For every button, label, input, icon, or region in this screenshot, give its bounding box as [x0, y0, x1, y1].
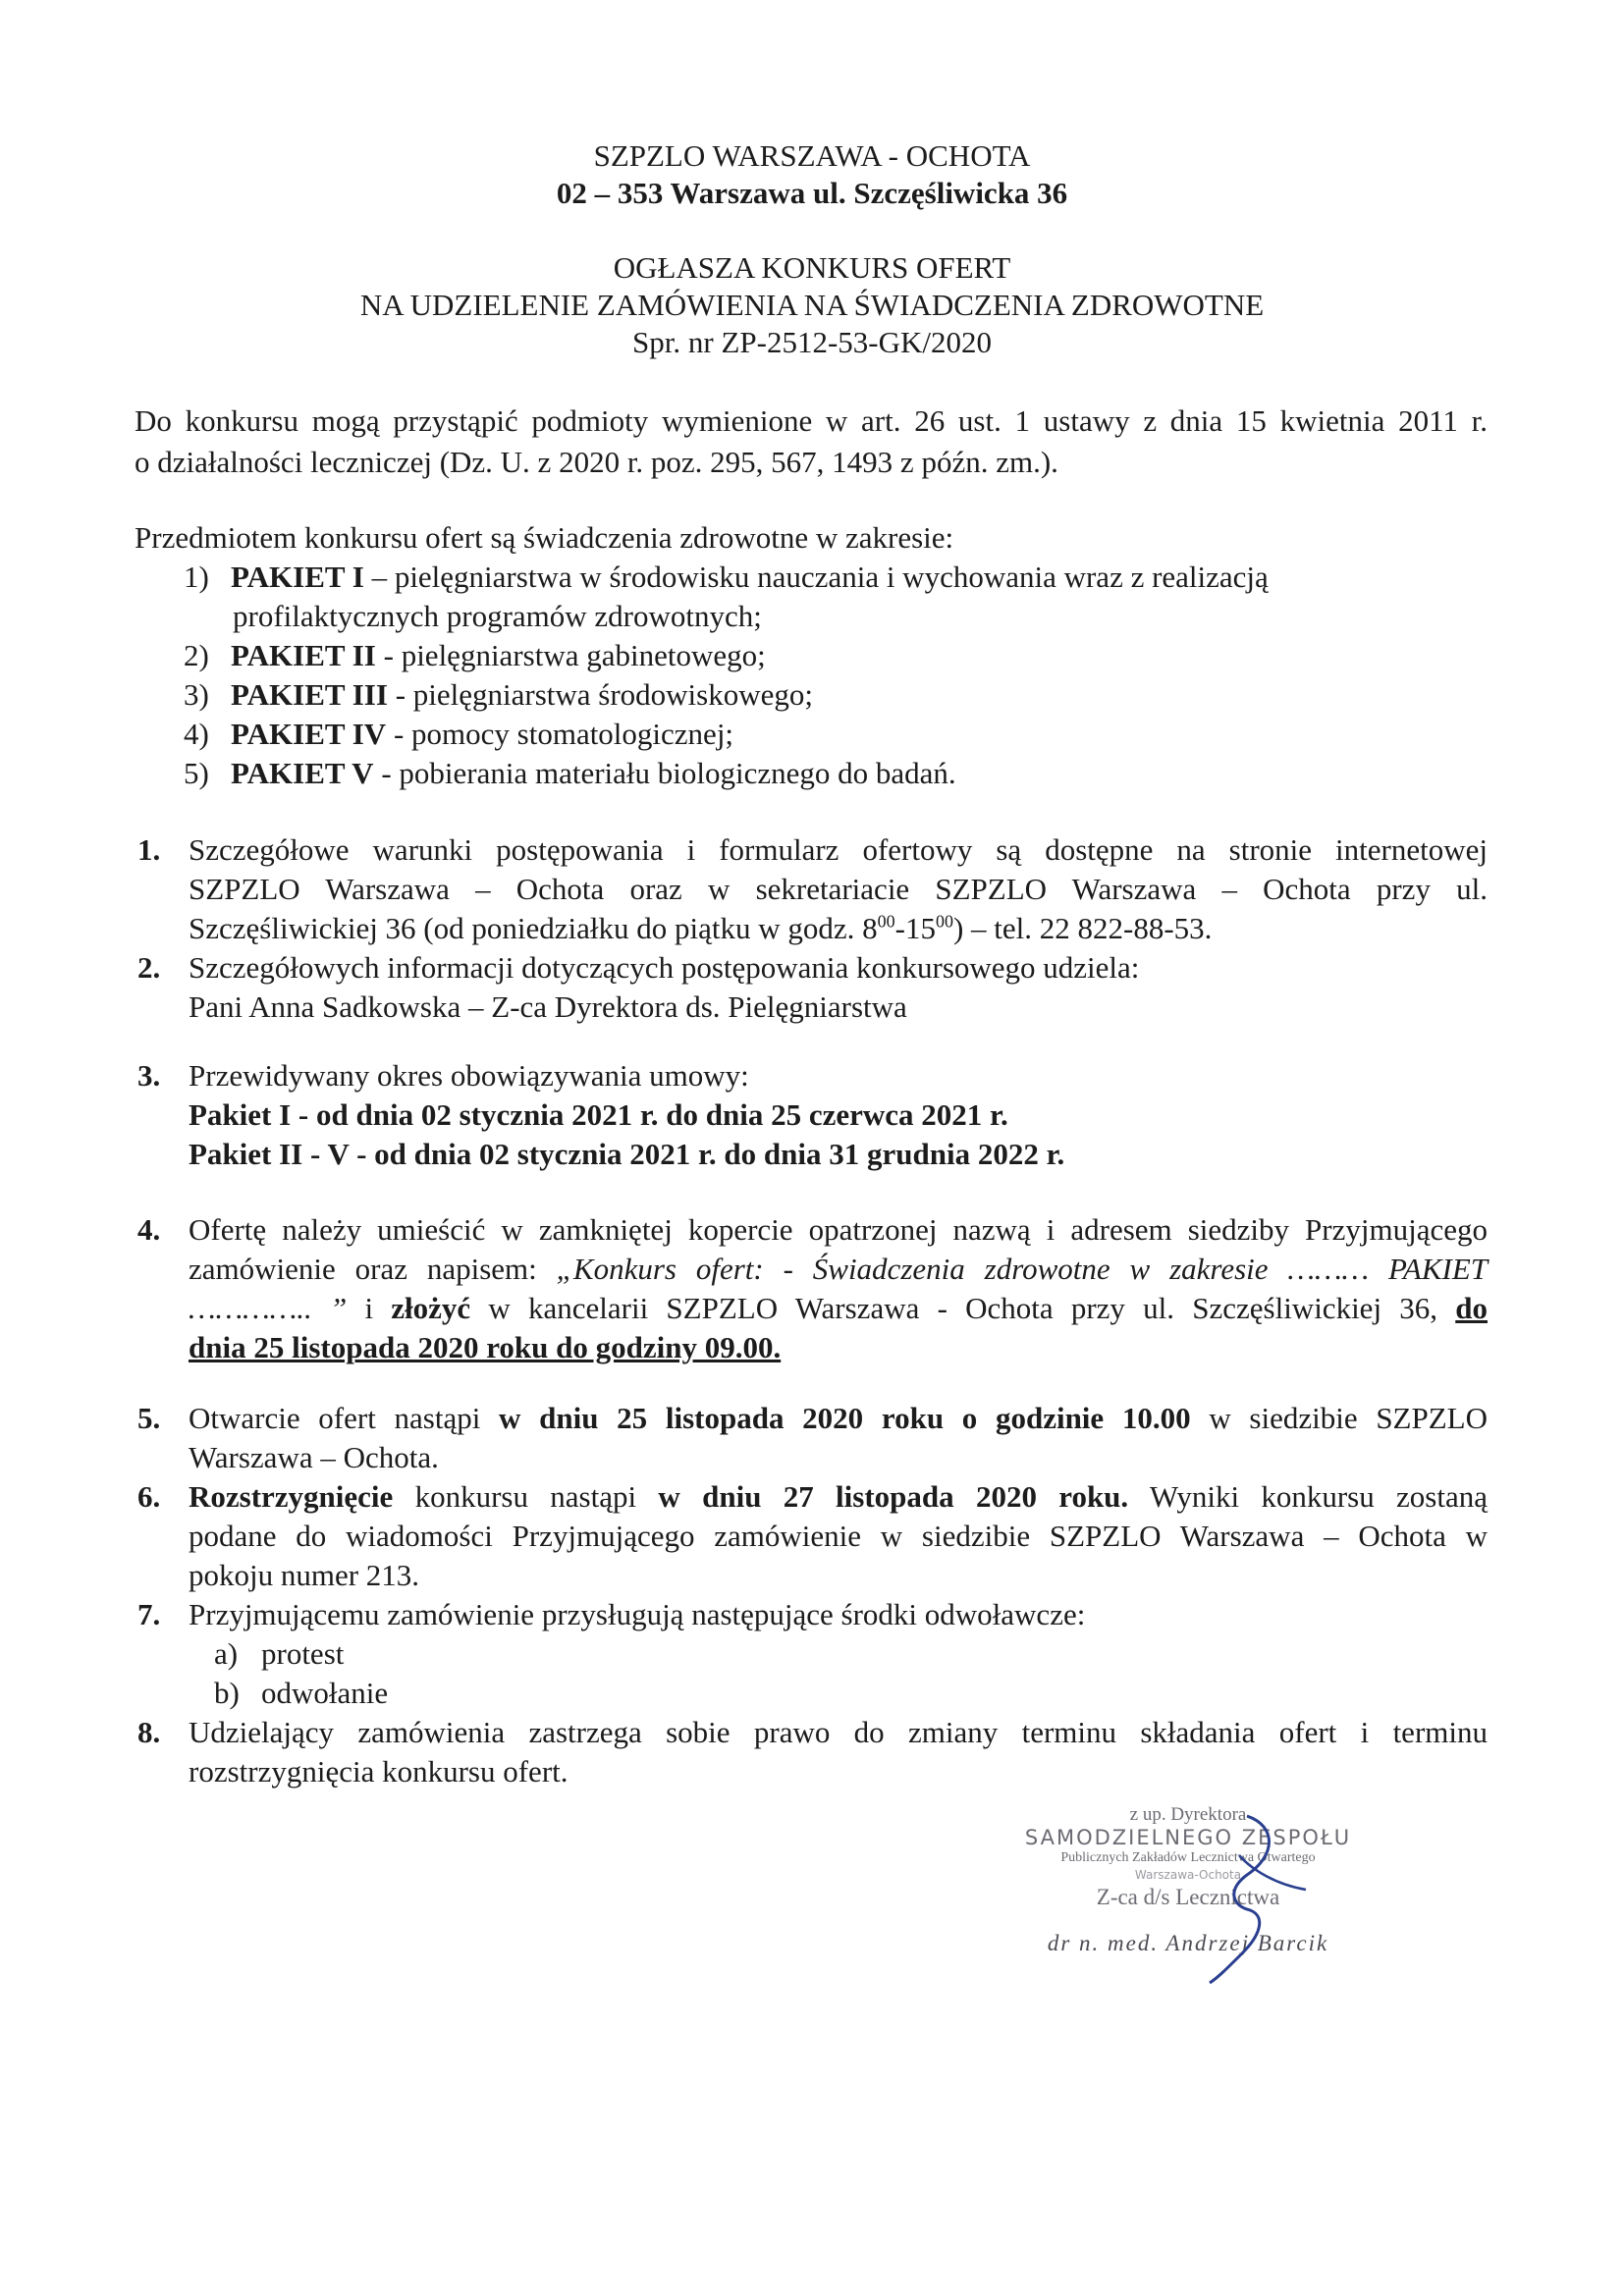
item-6-line-1: [189, 1477, 1488, 1517]
stamp-line-2: SAMODZIELNEGO ZESPOŁU: [1024, 1826, 1352, 1849]
item-7-line-1: Przyjmującemu zamówienie przysługują następujące środki odwoławcze:: [189, 1597, 1086, 1631]
item-4-bold: złożyć: [391, 1291, 471, 1325]
item-number: 5.: [137, 1401, 161, 1435]
item-6-bold: w dniu 27 listopada 2020 roku.: [658, 1479, 1129, 1514]
package-desc-cont: profilaktycznych programów zdrowotnych;: [233, 599, 762, 633]
remedy-appeal: odwołanie: [261, 1676, 389, 1710]
item-3-line-3: Pakiet II - V - od dnia 02 stycznia 2021 r. do dnia 31 grudnia 2022 r.: [189, 1137, 1065, 1171]
header-block: [0, 137, 1624, 212]
stamp-line-5: Z-ca d/s Lecznictwa: [1096, 1885, 1280, 1909]
item-number: 1.: [137, 832, 161, 867]
package-item: [231, 754, 956, 793]
item-5-text: Otwarcie ofert nastąpi: [189, 1401, 500, 1435]
package-item: [231, 558, 1269, 597]
package-num: 2): [184, 638, 209, 672]
item-4-text: zamówienie oraz napisem:: [189, 1252, 557, 1286]
item-4-text: i: [347, 1291, 392, 1325]
item-2-line-1: Szczegółowych informacji dotyczących postępowania konkursowego udziela:: [189, 950, 1140, 985]
package-desc: - pielęgniarstwa środowiskowego;: [387, 677, 813, 712]
stamp-line-4: Warszawa-Ochota: [1134, 1868, 1242, 1882]
item-number: 8.: [137, 1715, 161, 1749]
item-6-line-2: podane do wiadomości Przyjmującego zamówienie w siedzibie SZPZLO Warszawa – Ochota w: [189, 1519, 1488, 1553]
item-8-line-1: Udzielający zamówienia zastrzega sobie prawo do zmiany terminu składania ofert i terminu: [189, 1715, 1488, 1749]
package-name: PAKIET IV: [231, 717, 387, 751]
package-desc: - pielęgniarstwa gabinetowego;: [375, 638, 766, 672]
package-num: 5): [184, 756, 209, 790]
item-1-text: -15: [894, 911, 936, 945]
package-num: 4): [184, 717, 209, 751]
package-item: [231, 675, 813, 715]
package-name: PAKIET V: [231, 756, 374, 790]
item-1-line-3: [189, 909, 1212, 948]
reference-number: Spr. nr ZP-2512-53-GK/2020: [632, 325, 992, 359]
remedy-letter: b): [214, 1676, 240, 1710]
hour-superscript: 00: [935, 911, 953, 932]
item-number: 6.: [137, 1479, 161, 1514]
item-4-line-3: [189, 1289, 1488, 1328]
item-4-line-1: Ofertę należy umieścić w zamkniętej kopercie opatrzonej nazwą i adresem siedziby Przyjmującego: [189, 1212, 1488, 1247]
item-5-text: w siedzibie SZPZLO: [1190, 1401, 1488, 1435]
package-desc: – pielęgniarstwa w środowisku nauczania i wychowania wraz z realizacją: [363, 560, 1269, 594]
item-1-text: ) – tel. 22 822-88-53.: [952, 911, 1213, 945]
package-num: 1): [184, 560, 209, 594]
signatory-name: dr n. med. Andrzej Barcik: [1047, 1931, 1329, 1955]
item-5-line-1: [189, 1399, 1488, 1438]
title-line-1: OGŁASZA KONKURS OFERT: [613, 250, 1011, 285]
package-name: PAKIET I: [231, 560, 364, 594]
title-line-2: NA UDZIELENIE ZAMÓWIENIA NA ŚWIADCZENIA ZDROWOTNE: [359, 288, 1265, 322]
package-desc: - pobierania materiału biologicznego do badań.: [373, 756, 956, 790]
intro-line-2: o działalności leczniczej (Dz. U. z 2020 r. poz. 295, 567, 1493 z późn. zm.).: [135, 445, 1058, 479]
subject-heading: Przedmiotem konkursu ofert są świadczenia zdrowotne w zakresie:: [135, 520, 954, 555]
hour-superscript: 00: [877, 911, 895, 932]
envelope-label: ………….. ”: [189, 1291, 348, 1325]
remedy-protest: protest: [261, 1636, 345, 1671]
item-1-line-2: SZPZLO Warszawa – Ochota oraz w sekretariacie SZPZLO Warszawa – Ochota przy ul.: [189, 872, 1488, 906]
package-name: PAKIET III: [231, 677, 388, 712]
signature-mark: [982, 1796, 1355, 1993]
package-item: [231, 636, 766, 675]
package-num: 3): [184, 677, 209, 712]
stamp-line-3: Publicznych Zakładów Lecznictwa Otwartego: [1060, 1850, 1316, 1865]
item-number: 7.: [137, 1597, 161, 1631]
item-3-line-2: Pakiet I - od dnia 02 stycznia 2021 r. do dnia 25 czerwca 2021 r.: [189, 1097, 1008, 1132]
remedy-letter: a): [214, 1636, 239, 1671]
stamp-line-1: z up. Dyrektora: [1129, 1804, 1247, 1825]
item-number: 3.: [137, 1058, 161, 1093]
item-8-line-2: rozstrzygnięcia konkursu ofert.: [189, 1754, 568, 1789]
package-desc: - pomocy stomatologicznej;: [386, 717, 734, 751]
item-3-line-1: Przewidywany okres obowiązywania umowy:: [189, 1058, 749, 1093]
item-5-line-2: Warszawa – Ochota.: [189, 1440, 439, 1474]
item-1-line-1: Szczegółowe warunki postępowania i formularz ofertowy są dostępne na stronie internetowej: [189, 832, 1488, 867]
item-6-line-3: pokoju numer 213.: [189, 1558, 420, 1592]
org-name: SZPZLO WARSZAWA - OCHOTA: [593, 138, 1031, 173]
deadline-text: dnia 25 listopada 2020 roku do godziny 09.00.: [189, 1330, 782, 1364]
item-number: 4.: [137, 1212, 161, 1247]
item-1-text: Szczęśliwickiej 36 (od poniedziałku do piątku w godz. 8: [189, 911, 878, 945]
item-6-text: konkursu nastąpi: [393, 1479, 659, 1514]
item-number: 2.: [137, 950, 161, 985]
item-4-text: w kancelarii SZPZLO Warszawa - Ochota przy ul. Szczęśliwickiej 36,: [470, 1291, 1456, 1325]
title-block: [0, 249, 1624, 361]
org-address: 02 – 353 Warszawa ul. Szczęśliwicka 36: [556, 176, 1068, 210]
item-2-line-2: Pani Anna Sadkowska – Z-ca Dyrektora ds. Pielęgniarstwa: [189, 989, 907, 1024]
package-item: [231, 715, 733, 754]
package-name: PAKIET II: [231, 638, 376, 672]
item-6-text: Wyniki konkursu zostaną: [1128, 1479, 1489, 1514]
deadline-text: do: [1455, 1291, 1488, 1325]
intro-line-1: Do konkursu mogą przystąpić podmioty wymienione w art. 26 ust. 1 ustawy z dnia 15 kwietnia 2011 r.: [135, 403, 1488, 438]
item-4-line-2: [189, 1250, 1488, 1289]
item-5-bold: w dniu 25 listopada 2020 roku o godzinie 10.00: [499, 1401, 1191, 1435]
item-6-bold: Rozstrzygnięcie: [189, 1479, 394, 1514]
envelope-label: „Konkurs ofert: - Świadczenia zdrowotne w zakresie ……… PAKIET: [556, 1252, 1488, 1286]
